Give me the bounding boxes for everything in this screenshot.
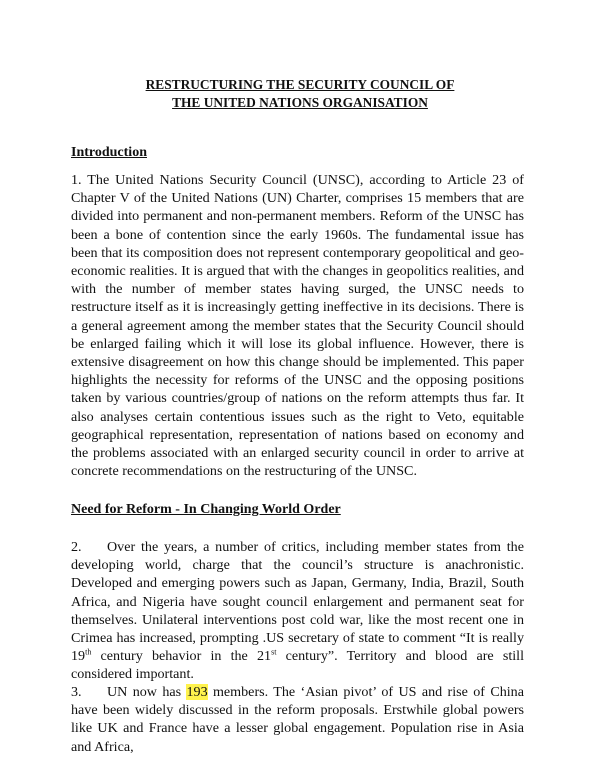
title-line-2: THE UNITED NATIONS ORGANISATION: [172, 95, 428, 110]
paragraph-3-number: 3.: [71, 684, 82, 700]
superscript-th: th: [85, 647, 92, 657]
introduction-paragraph: 1. The United Nations Security Council (UNSC), according to Article 23 of Chapter V of the United Nations (UN) Charter, comprises 15 members that are divided into permanent and non-permanent members. Reform of the UNSC has been a bone of contention since the early 1960s. The fundamental issue has been that its composition does not represent contemporary geopolitical and geo-economic realities. It is argued that with the changes in geopolitics realities, and with the number of member states having surged, the UNSC needs to restructure itself as it is increasingly getting ineffective in its decisions. There is a general agreement among the member states that the Security Council should be enlarged failing which it will lose its global influence. However, there is extensive disagreement on how this change should be implemented. This paper highlights the necessity for reforms of the UNSC and the opposing positions taken by various countries/group of nations on the reform attempts thus far. It also analyses certain contentious issues such as the right to Veto, equitable geographical representation, representation of nations based on economy and the problems associated with an enlarged security council in order to arrive at concrete recommendations on the restructuring of the UNSC.: [71, 172, 524, 480]
paragraph-2-number: 2.: [71, 539, 82, 555]
need-for-reform-heading: Need for Reform - In Changing World Order: [71, 502, 341, 517]
highlighted-member-count: 193: [186, 684, 208, 700]
title-line-1: RESTRUCTURING THE SECURITY COUNCIL OF: [145, 77, 455, 92]
introduction-heading: Introduction: [71, 145, 147, 160]
paragraph-2-text-b: century behavior in the 21: [91, 648, 272, 665]
superscript-st: st: [271, 647, 277, 657]
paragraph-3-text-a: UN now has: [107, 684, 187, 700]
paragraph-2-text-c: century”. Territory and blood are still considered important.: [71, 648, 524, 683]
paragraph-2-text-a: Over the years, a number of critics, including member states from the developing world, charge that the council’s structure is anachronistic. Developed and emerging powers such as Japan, Germany, India, Brazil, South Africa, and Nigeria have sought council enlargement and permanent seat for themselves. Unilateral interventions post cold war, like the most recent one in Crimea has increased, prompting .US secretary of state to comment “It is really 19: [71, 539, 524, 665]
paragraph-2: [71, 538, 524, 684]
paragraph-3-text-b: members. The ‘Asian pivot’ of US and rise of China have been widely discussed in the reform proposals. Erstwhile global powers like UK and France have a lesser global engagement. Population rise in Asia and Africa,: [71, 684, 524, 755]
document-title: [0, 76, 600, 112]
paragraph-3: [71, 683, 524, 756]
